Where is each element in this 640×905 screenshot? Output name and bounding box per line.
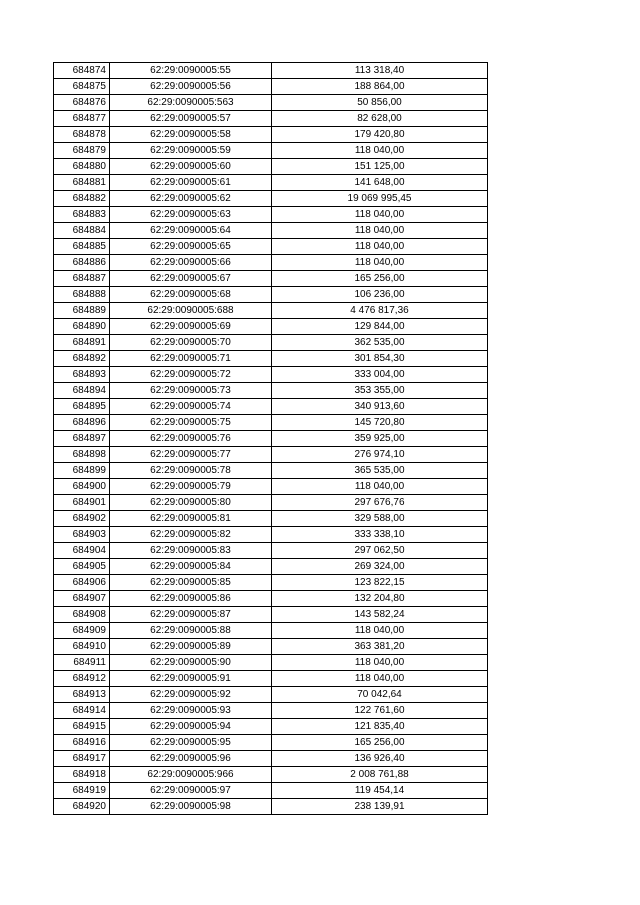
row-id-cell: 684875: [54, 79, 110, 95]
row-id-cell: 684898: [54, 447, 110, 463]
table-row: [54, 783, 488, 799]
table-row: [54, 351, 488, 367]
cadastral-value-cell: 340 913,60: [272, 399, 488, 415]
cadastral-value-cell: 353 355,00: [272, 383, 488, 399]
cadastral-value-cell: 2 008 761,88: [272, 767, 488, 783]
cadastral-number-cell: 62:29:0090005:58: [110, 127, 272, 143]
table-row: [54, 735, 488, 751]
table-row: [54, 303, 488, 319]
cadastral-value-cell: 119 454,14: [272, 783, 488, 799]
row-id-cell: 684881: [54, 175, 110, 191]
table-row: [54, 127, 488, 143]
cadastral-value-cell: 122 761,60: [272, 703, 488, 719]
table-row: [54, 575, 488, 591]
table-row: [54, 95, 488, 111]
table-row: [54, 159, 488, 175]
cadastral-value-table: [53, 62, 488, 815]
row-id-cell: 684913: [54, 687, 110, 703]
row-id-cell: 684890: [54, 319, 110, 335]
row-id-cell: 684908: [54, 607, 110, 623]
cadastral-value-cell: 238 139,91: [272, 799, 488, 815]
cadastral-value-cell: 143 582,24: [272, 607, 488, 623]
cadastral-number-cell: 62:29:0090005:93: [110, 703, 272, 719]
cadastral-number-cell: 62:29:0090005:96: [110, 751, 272, 767]
cadastral-number-cell: 62:29:0090005:56: [110, 79, 272, 95]
document-page: [53, 62, 487, 815]
cadastral-number-cell: 62:29:0090005:83: [110, 543, 272, 559]
cadastral-value-cell: 141 648,00: [272, 175, 488, 191]
cadastral-value-cell: 165 256,00: [272, 271, 488, 287]
row-id-cell: 684914: [54, 703, 110, 719]
row-id-cell: 684891: [54, 335, 110, 351]
table-row: [54, 415, 488, 431]
row-id-cell: 684897: [54, 431, 110, 447]
cadastral-number-cell: 62:29:0090005:67: [110, 271, 272, 287]
row-id-cell: 684900: [54, 479, 110, 495]
cadastral-value-cell: 333 004,00: [272, 367, 488, 383]
cadastral-value-cell: 118 040,00: [272, 255, 488, 271]
row-id-cell: 684920: [54, 799, 110, 815]
table-row: [54, 719, 488, 735]
row-id-cell: 684902: [54, 511, 110, 527]
cadastral-value-cell: 165 256,00: [272, 735, 488, 751]
cadastral-number-cell: 62:29:0090005:92: [110, 687, 272, 703]
table-row: [54, 239, 488, 255]
cadastral-number-cell: 62:29:0090005:89: [110, 639, 272, 655]
table-row: [54, 687, 488, 703]
table-row: [54, 191, 488, 207]
cadastral-value-cell: 145 720,80: [272, 415, 488, 431]
cadastral-number-cell: 62:29:0090005:82: [110, 527, 272, 543]
cadastral-number-cell: 62:29:0090005:63: [110, 207, 272, 223]
table-row: [54, 431, 488, 447]
table-body: [54, 63, 488, 815]
row-id-cell: 684899: [54, 463, 110, 479]
cadastral-value-cell: 365 535,00: [272, 463, 488, 479]
cadastral-value-cell: 106 236,00: [272, 287, 488, 303]
cadastral-number-cell: 62:29:0090005:95: [110, 735, 272, 751]
cadastral-number-cell: 62:29:0090005:87: [110, 607, 272, 623]
cadastral-number-cell: 62:29:0090005:86: [110, 591, 272, 607]
row-id-cell: 684887: [54, 271, 110, 287]
table-row: [54, 271, 488, 287]
row-id-cell: 684910: [54, 639, 110, 655]
table-row: [54, 79, 488, 95]
cadastral-number-cell: 62:29:0090005:91: [110, 671, 272, 687]
table-row: [54, 143, 488, 159]
row-id-cell: 684895: [54, 399, 110, 415]
table-row: [54, 335, 488, 351]
row-id-cell: 684882: [54, 191, 110, 207]
table-row: [54, 767, 488, 783]
table-row: [54, 287, 488, 303]
cadastral-number-cell: 62:29:0090005:84: [110, 559, 272, 575]
row-id-cell: 684874: [54, 63, 110, 79]
cadastral-value-cell: 151 125,00: [272, 159, 488, 175]
cadastral-number-cell: 62:29:0090005:59: [110, 143, 272, 159]
cadastral-value-cell: 359 925,00: [272, 431, 488, 447]
table-row: [54, 639, 488, 655]
cadastral-number-cell: 62:29:0090005:62: [110, 191, 272, 207]
cadastral-number-cell: 62:29:0090005:55: [110, 63, 272, 79]
row-id-cell: 684916: [54, 735, 110, 751]
cadastral-number-cell: 62:29:0090005:72: [110, 367, 272, 383]
cadastral-value-cell: 329 588,00: [272, 511, 488, 527]
cadastral-value-cell: 118 040,00: [272, 479, 488, 495]
cadastral-number-cell: 62:29:0090005:68: [110, 287, 272, 303]
cadastral-number-cell: 62:29:0090005:76: [110, 431, 272, 447]
row-id-cell: 684877: [54, 111, 110, 127]
cadastral-number-cell: 62:29:0090005:69: [110, 319, 272, 335]
table-row: [54, 63, 488, 79]
row-id-cell: 684883: [54, 207, 110, 223]
row-id-cell: 684886: [54, 255, 110, 271]
cadastral-number-cell: 62:29:0090005:61: [110, 175, 272, 191]
cadastral-number-cell: 62:29:0090005:94: [110, 719, 272, 735]
cadastral-number-cell: 62:29:0090005:85: [110, 575, 272, 591]
row-id-cell: 684880: [54, 159, 110, 175]
row-id-cell: 684919: [54, 783, 110, 799]
table-row: [54, 751, 488, 767]
cadastral-value-cell: 4 476 817,36: [272, 303, 488, 319]
cadastral-number-cell: 62:29:0090005:98: [110, 799, 272, 815]
table-row: [54, 255, 488, 271]
cadastral-number-cell: 62:29:0090005:66: [110, 255, 272, 271]
table-row: [54, 383, 488, 399]
cadastral-number-cell: 62:29:0090005:57: [110, 111, 272, 127]
cadastral-value-cell: 276 974,10: [272, 447, 488, 463]
table-row: [54, 655, 488, 671]
cadastral-value-cell: 113 318,40: [272, 63, 488, 79]
cadastral-value-cell: 123 822,15: [272, 575, 488, 591]
cadastral-value-cell: 297 676,76: [272, 495, 488, 511]
cadastral-value-cell: 333 338,10: [272, 527, 488, 543]
cadastral-value-cell: 118 040,00: [272, 623, 488, 639]
cadastral-value-cell: 297 062,50: [272, 543, 488, 559]
cadastral-value-cell: 118 040,00: [272, 671, 488, 687]
row-id-cell: 684879: [54, 143, 110, 159]
cadastral-number-cell: 62:29:0090005:74: [110, 399, 272, 415]
row-id-cell: 684884: [54, 223, 110, 239]
cadastral-value-cell: 118 040,00: [272, 655, 488, 671]
row-id-cell: 684892: [54, 351, 110, 367]
table-row: [54, 175, 488, 191]
cadastral-number-cell: 62:29:0090005:73: [110, 383, 272, 399]
table-row: [54, 511, 488, 527]
cadastral-value-cell: 269 324,00: [272, 559, 488, 575]
row-id-cell: 684878: [54, 127, 110, 143]
cadastral-number-cell: 62:29:0090005:71: [110, 351, 272, 367]
cadastral-number-cell: 62:29:0090005:688: [110, 303, 272, 319]
cadastral-value-cell: 118 040,00: [272, 143, 488, 159]
table-row: [54, 591, 488, 607]
cadastral-value-cell: 179 420,80: [272, 127, 488, 143]
cadastral-value-cell: 129 844,00: [272, 319, 488, 335]
row-id-cell: 684915: [54, 719, 110, 735]
row-id-cell: 684909: [54, 623, 110, 639]
row-id-cell: 684917: [54, 751, 110, 767]
cadastral-number-cell: 62:29:0090005:80: [110, 495, 272, 511]
cadastral-number-cell: 62:29:0090005:81: [110, 511, 272, 527]
row-id-cell: 684903: [54, 527, 110, 543]
cadastral-value-cell: 362 535,00: [272, 335, 488, 351]
cadastral-value-cell: 301 854,30: [272, 351, 488, 367]
table-row: [54, 367, 488, 383]
row-id-cell: 684896: [54, 415, 110, 431]
cadastral-value-cell: 363 381,20: [272, 639, 488, 655]
cadastral-number-cell: 62:29:0090005:60: [110, 159, 272, 175]
row-id-cell: 684889: [54, 303, 110, 319]
cadastral-number-cell: 62:29:0090005:97: [110, 783, 272, 799]
table-row: [54, 703, 488, 719]
cadastral-value-cell: 50 856,00: [272, 95, 488, 111]
table-row: [54, 463, 488, 479]
row-id-cell: 684893: [54, 367, 110, 383]
row-id-cell: 684911: [54, 655, 110, 671]
table-row: [54, 559, 488, 575]
row-id-cell: 684888: [54, 287, 110, 303]
cadastral-value-cell: 121 835,40: [272, 719, 488, 735]
cadastral-value-cell: 19 069 995,45: [272, 191, 488, 207]
table-row: [54, 527, 488, 543]
table-row: [54, 495, 488, 511]
table-row: [54, 207, 488, 223]
cadastral-number-cell: 62:29:0090005:65: [110, 239, 272, 255]
table-row: [54, 111, 488, 127]
row-id-cell: 684885: [54, 239, 110, 255]
cadastral-value-cell: 70 042,64: [272, 687, 488, 703]
row-id-cell: 684918: [54, 767, 110, 783]
row-id-cell: 684912: [54, 671, 110, 687]
cadastral-number-cell: 62:29:0090005:78: [110, 463, 272, 479]
table-row: [54, 223, 488, 239]
cadastral-value-cell: 132 204,80: [272, 591, 488, 607]
table-row: [54, 607, 488, 623]
row-id-cell: 684894: [54, 383, 110, 399]
cadastral-value-cell: 118 040,00: [272, 239, 488, 255]
cadastral-value-cell: 82 628,00: [272, 111, 488, 127]
cadastral-number-cell: 62:29:0090005:77: [110, 447, 272, 463]
row-id-cell: 684905: [54, 559, 110, 575]
row-id-cell: 684876: [54, 95, 110, 111]
table-row: [54, 799, 488, 815]
table-row: [54, 447, 488, 463]
row-id-cell: 684906: [54, 575, 110, 591]
table-row: [54, 319, 488, 335]
row-id-cell: 684904: [54, 543, 110, 559]
table-row: [54, 623, 488, 639]
cadastral-value-cell: 118 040,00: [272, 223, 488, 239]
cadastral-number-cell: 62:29:0090005:70: [110, 335, 272, 351]
row-id-cell: 684901: [54, 495, 110, 511]
table-row: [54, 399, 488, 415]
cadastral-value-cell: 136 926,40: [272, 751, 488, 767]
cadastral-number-cell: 62:29:0090005:90: [110, 655, 272, 671]
row-id-cell: 684907: [54, 591, 110, 607]
table-row: [54, 543, 488, 559]
table-row: [54, 671, 488, 687]
cadastral-value-cell: 118 040,00: [272, 207, 488, 223]
cadastral-number-cell: 62:29:0090005:64: [110, 223, 272, 239]
cadastral-number-cell: 62:29:0090005:563: [110, 95, 272, 111]
cadastral-number-cell: 62:29:0090005:88: [110, 623, 272, 639]
cadastral-number-cell: 62:29:0090005:79: [110, 479, 272, 495]
cadastral-value-cell: 188 864,00: [272, 79, 488, 95]
cadastral-number-cell: 62:29:0090005:966: [110, 767, 272, 783]
table-row: [54, 479, 488, 495]
cadastral-number-cell: 62:29:0090005:75: [110, 415, 272, 431]
